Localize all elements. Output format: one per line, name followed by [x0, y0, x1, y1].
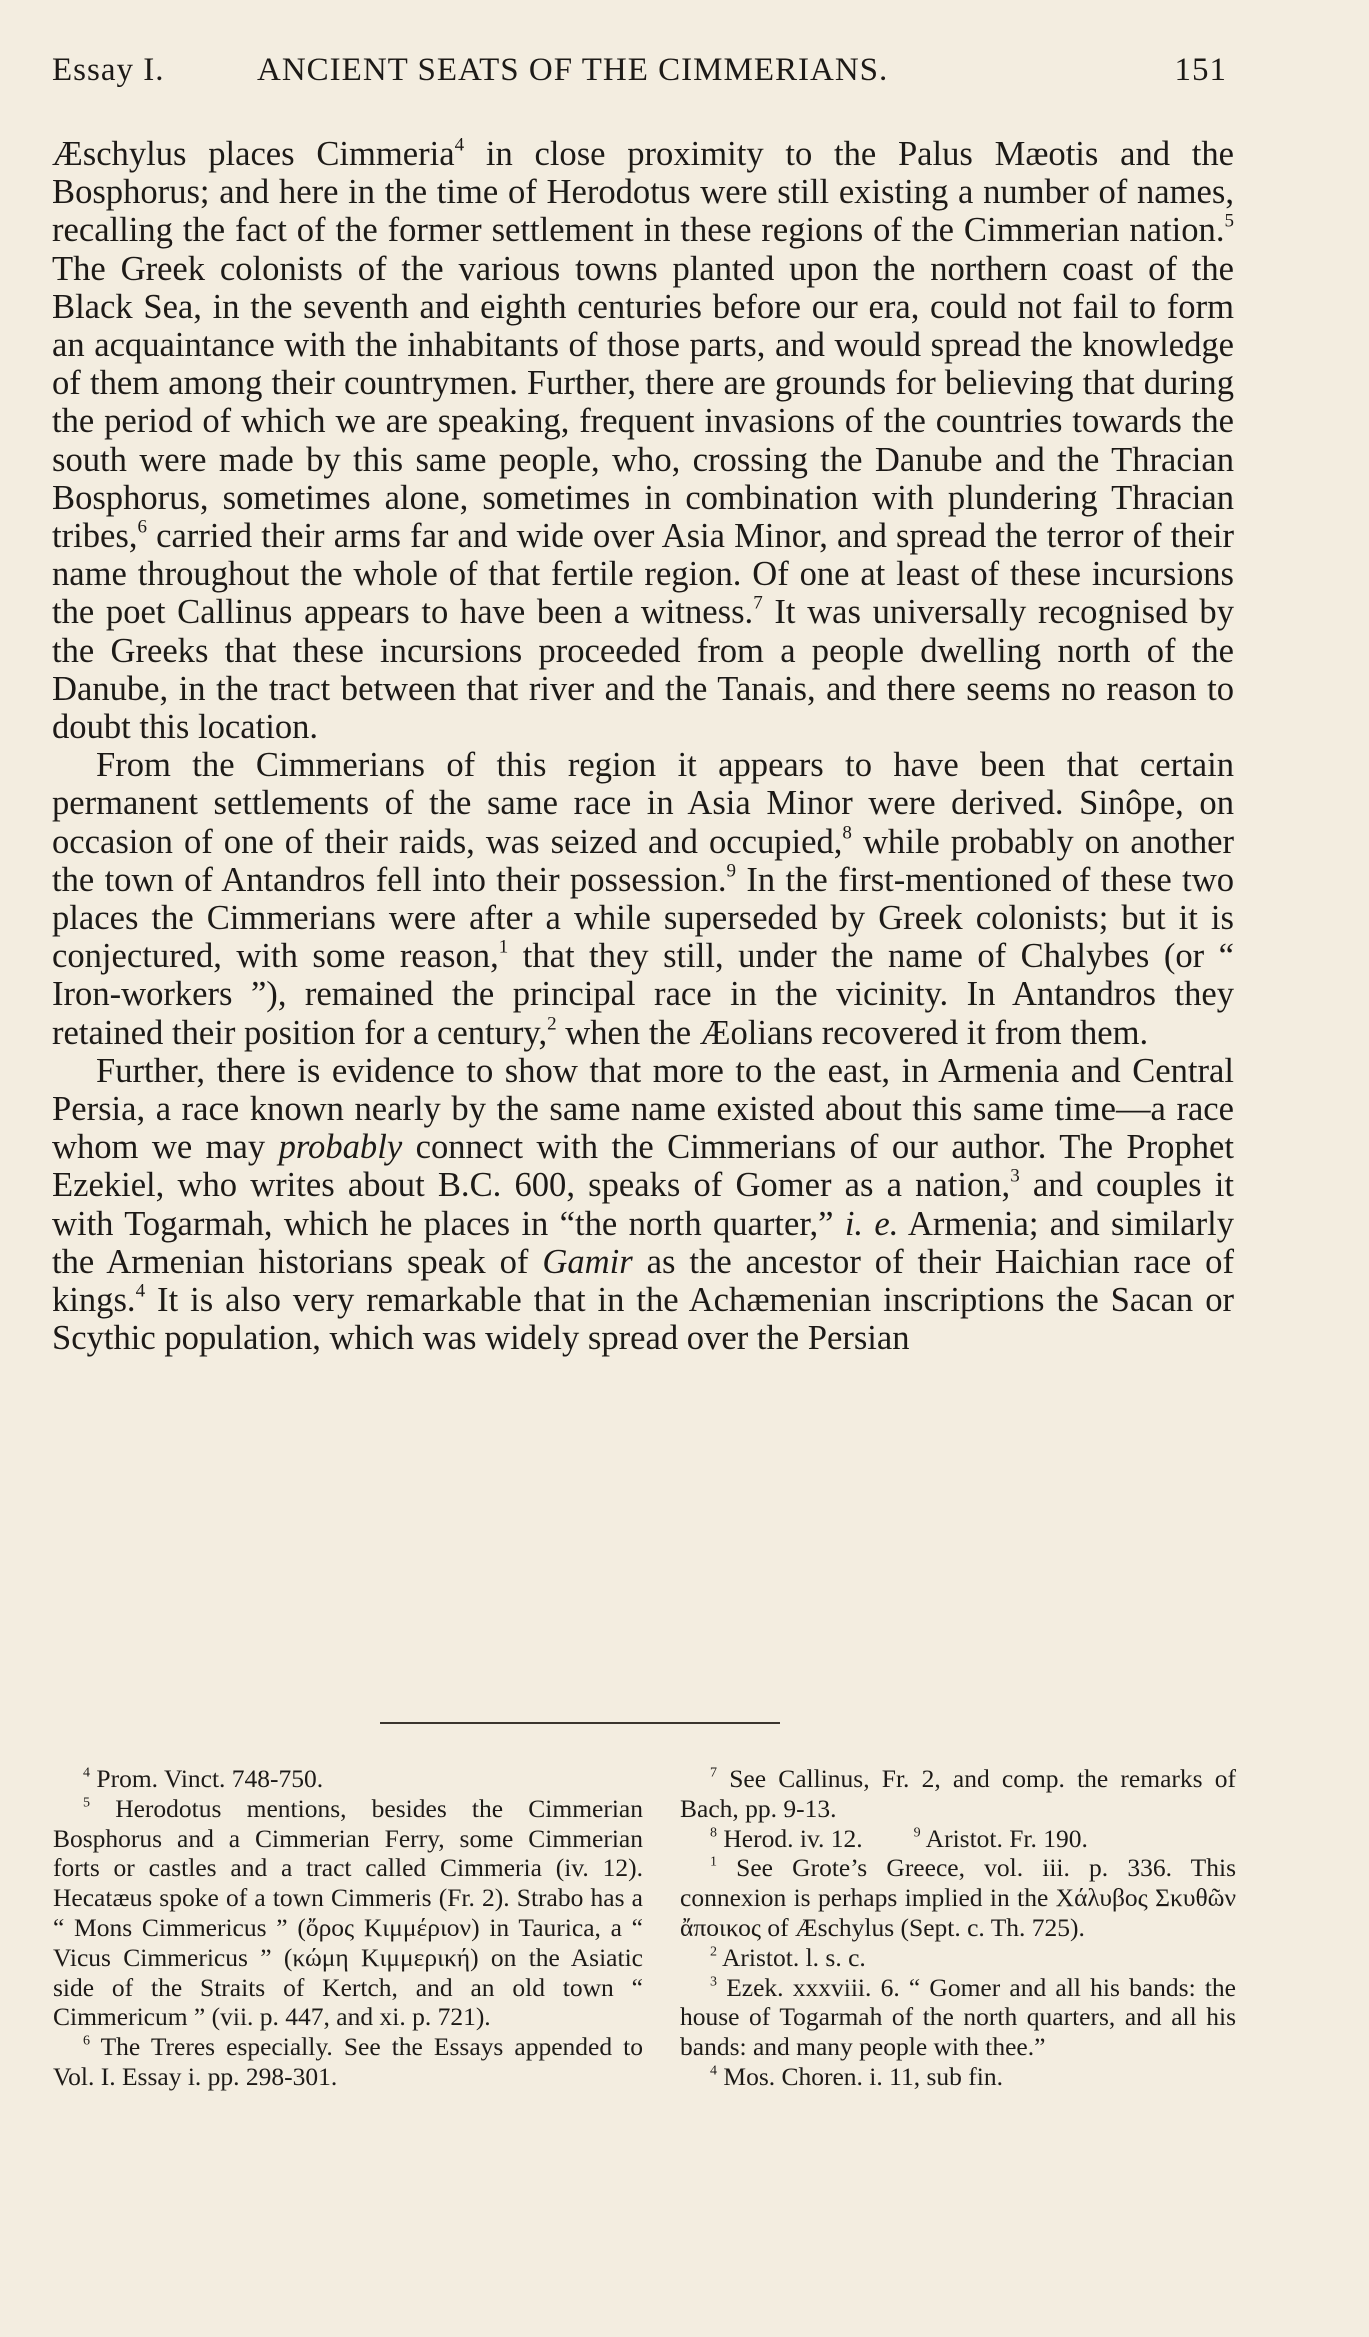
footnote-ref: 2: [547, 1013, 557, 1035]
footnote-text: Aristot. l. s. c.: [717, 1942, 866, 1972]
footnote-ref: 7: [753, 593, 763, 615]
footnote-text: Prom. Vinct. 748-750.: [90, 1764, 324, 1793]
footnote-mark: 5: [83, 1795, 91, 1811]
text-run: 600, speaks of Gomer as a nation,: [501, 1166, 1011, 1205]
text-run: while probably on another the town of Antandros fell into their possession.: [52, 822, 1234, 899]
footnote-mark: 9: [913, 1825, 921, 1841]
text-run: The Greek colonists of the various towns planted upon the northern coast of the Black Sea, in the seventh and eighth centuries before our era, could not fail to form an acquaintance with the inhabitants of those parts, and would spread the knowledge of them among their countrymen. Further, there are grounds for believing that during the period of which we are speaking, frequent invasions of the countries towards the south were made by this same people, who, crossing the Danube and the Thracian Bosphorus, sometimes alone, sometimes in combination with plundering Thracian tribes,: [52, 249, 1234, 556]
footnote-text: Ezek. xxxviii. 6. “ Gomer and all his bands: the house of Togarmah of the north quarters, and all his bands: and many people with thee.”: [680, 1972, 1236, 2062]
footnote-ref: 6: [137, 516, 147, 538]
text-run: From the Cimmerians of this region it appears to have been that certain permanent settlements of the same race in Asia Minor were derived. Sinôpe, on occasion of one of their raids, was seized and occupied,: [52, 746, 1234, 861]
italic-run: probably: [278, 1128, 403, 1167]
footnote-text: See Callinus, Fr. 2, and comp. the remarks of Bach, pp. 9-13.: [680, 1764, 1236, 1823]
footnote: [53, 1794, 643, 2032]
footnotes-right-column: [680, 1764, 1236, 2092]
text-run: connect with the Cimmerians of our author. The Prophet Ezekiel, who writes about: [52, 1128, 1234, 1205]
footnote-mark: 2: [710, 1944, 718, 1960]
footnote-ref: 8: [842, 822, 852, 844]
footnote: [680, 2062, 1236, 2092]
footnote: [680, 1764, 1236, 1824]
text-run: Further, there is evidence to show that more to the east, in Armenia and Central Persia, a race known nearly by the same name existed about this same time—a race whom we may: [52, 1051, 1234, 1167]
footnote-ref: 5: [1224, 211, 1234, 233]
footnote: [680, 1853, 1236, 1942]
footnote-text: Aristot. Fr. 190.: [920, 1823, 1088, 1853]
text-run: when the Æolians recovered it from them.: [556, 1013, 1149, 1052]
footnote-ref: 3: [1010, 1166, 1020, 1188]
text-run: Armenia; and similarly the Armenian historians speak of: [52, 1204, 1234, 1281]
italic-run: i. e.: [844, 1204, 899, 1243]
page-number: 151: [1174, 52, 1227, 88]
paragraph-2: [52, 746, 1234, 1052]
footnote-text: See Grote’s Greece, vol. iii. p. 336. This connexion is perhaps implied in the Χάλυβος Σκυθῶν ἄποικος of Æschylus (Sept. c. Th. 725).: [680, 1853, 1236, 1942]
footnote-mark: 6: [83, 2033, 91, 2049]
footnote-mark: 1: [710, 1854, 718, 1870]
footnotes-left-column: [53, 1764, 643, 2092]
footnote-text: Herodotus mentions, besides the Cimmerian Bosphorus and a Cimmerian Ferry, some Cimmerian forts or castles and a tract called Cimmeria (iv. 12). Hecatæus spoke of a town Cimmeris (Fr. 2). Strabo has a “ Mons Cimmericus ” (ὄρος Κιμμέριον) in Taurica, a “ Vicus Cimmericus ” (κώμη Κιμμερική) on the Asiatic side of the Straits of Kertch, and an old town “ Cimmericum ” (vii. p. 447, and xi. p. 721).: [53, 1793, 643, 2032]
footnote-text: Mos. Choren. i. 11, sub fin.: [717, 2061, 1003, 2091]
footnote-ref: 1: [498, 937, 509, 958]
footnote: [680, 1824, 1236, 1854]
text-run: It is also very remarkable that in the Achæmenian inscriptions the Sacan or Scythic population, which was widely spread over the Persian: [52, 1281, 1234, 1358]
essay-label: Essay I.: [52, 52, 165, 88]
footnote-ref: 9: [726, 860, 737, 882]
footnote-mark: 7: [710, 1765, 718, 1781]
text-run: In the first-mentioned of these two places the Cimmerians were after a while superseded by Greek colonists; but it is conjectured, with some reason,: [52, 860, 1234, 976]
footnote: [680, 1943, 1236, 1973]
footnote: [53, 2032, 643, 2092]
footnote-text: Herod. iv. 12.: [717, 1823, 914, 1853]
footnote-ref: 4: [454, 134, 465, 156]
text-run: Æschylus places Cimmeria: [52, 135, 455, 173]
chapter-title: ANCIENT SEATS OF THE CIMMERIANS.: [257, 52, 889, 88]
footnote-ref: 4: [135, 1280, 146, 1302]
footnote-mark: 8: [710, 1825, 718, 1841]
text-run: that they still, under the name of Chalybes (or “ Iron-workers ”), remained the principal race in the vicinity. In Antandros they retained their position for a century,: [52, 937, 1234, 1052]
footnote-divider: [380, 1722, 780, 1724]
text-run: It was universally recognised by the Greeks that these incursions proceeded from a people dwelling north of the Danube, in the tract between that river and the Tanais, and there seems no reason to doubt this location.: [52, 593, 1234, 747]
footnote: [53, 1764, 643, 1794]
small-caps-run: B.C.: [437, 1166, 502, 1205]
paragraph-3: [52, 1052, 1234, 1358]
footnote-mark: 4: [83, 1765, 91, 1781]
footnote-text: The Treres especially. See the Essays appended to Vol. I. Essay i. pp. 298-301.: [53, 2032, 643, 2091]
text-run: in close proximity to the Palus Mæotis and the Bosphorus; and here in the time of Herodotus were still existing a number of names, recalling the fact of the former settlement in these regions of the Cimmerian nation.: [52, 135, 1234, 250]
main-text: [52, 135, 1234, 1358]
footnote: [680, 1973, 1236, 2062]
italic-run: Gamir: [542, 1242, 633, 1281]
text-run: and couples it with Togarmah, which he places in “the north quarter,”: [52, 1166, 1234, 1243]
footnote-mark: 3: [710, 1974, 718, 1990]
text-run: as the ancestor of their Haichian race of kings.: [52, 1242, 1234, 1320]
paragraph-1: [52, 135, 1234, 746]
footnote-mark: 4: [710, 2063, 718, 2079]
text-run: carried their arms far and wide over Asia Minor, and spread the terror of their name throughout the whole of that fertile region. Of one at least of these incursions the poet Callinus appears to have been a witness.: [52, 517, 1234, 632]
